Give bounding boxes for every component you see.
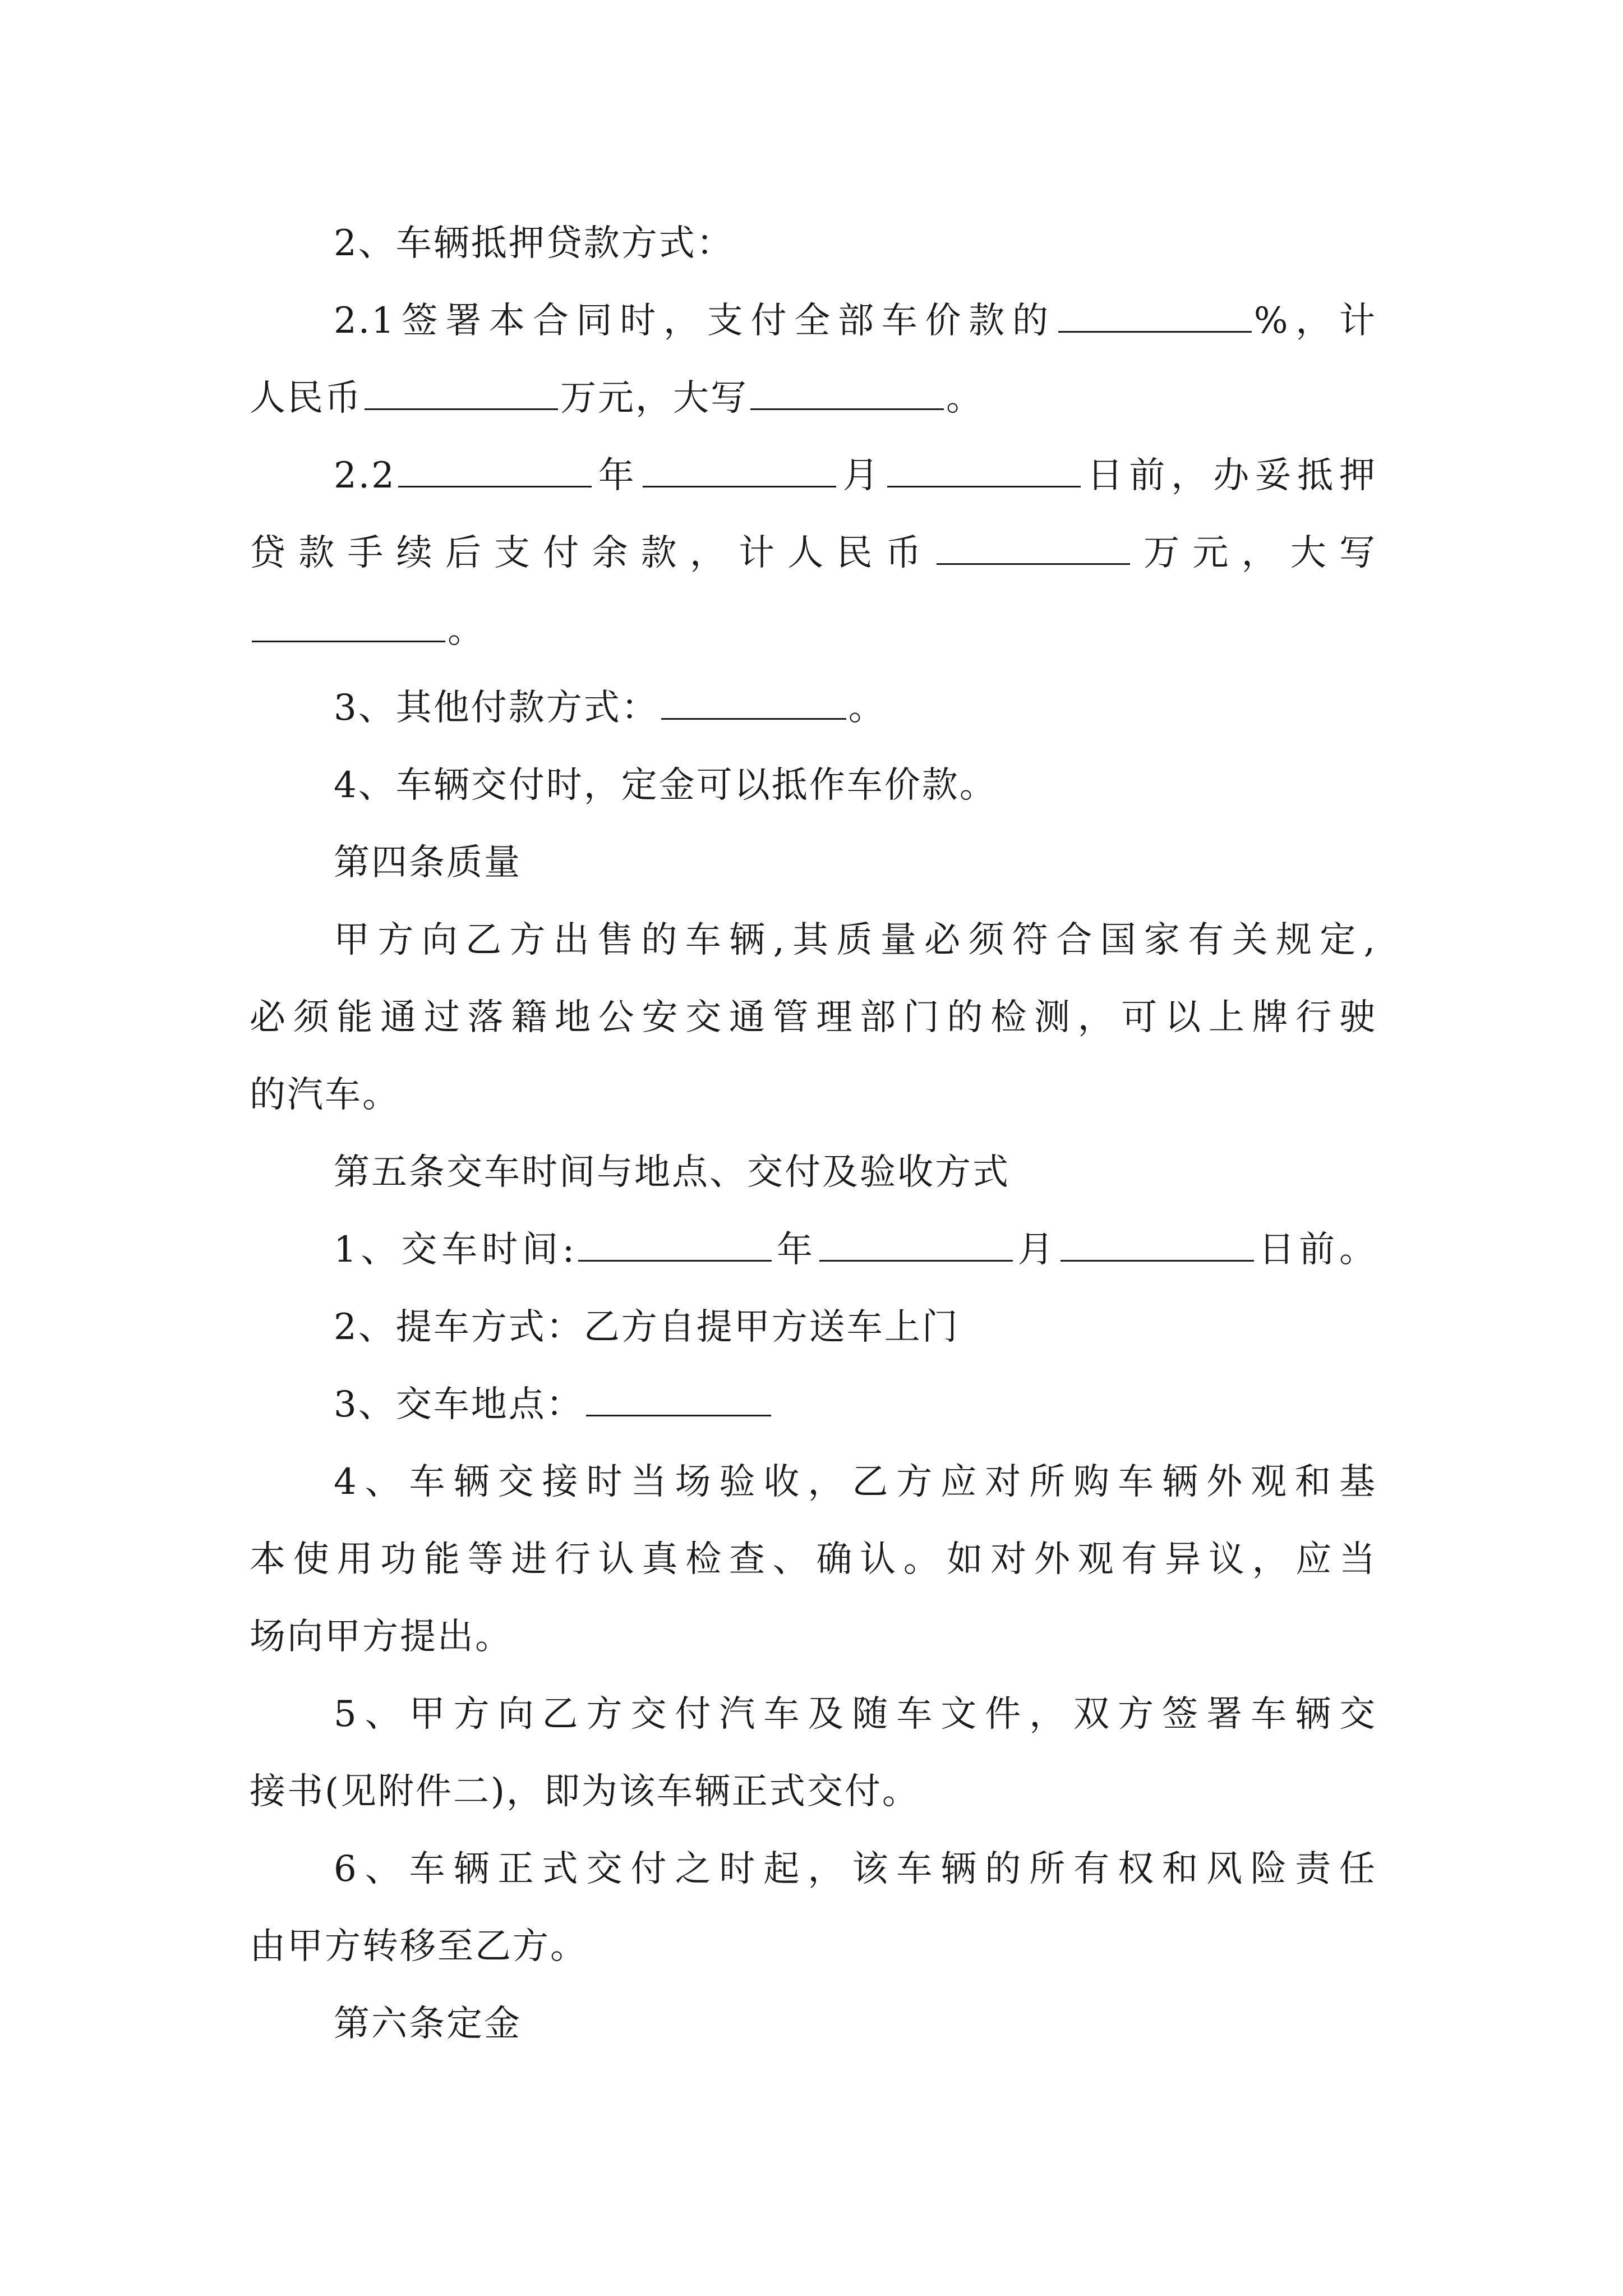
paragraph-inspection-line3	[250, 1598, 1377, 1676]
text: 2.2	[334, 455, 396, 496]
text: 年	[774, 1229, 817, 1271]
paragraph-pickup-method	[250, 1289, 1377, 1366]
text: 必须能通过落籍地公安交通管理部门的检测，可以上牌行驶	[250, 997, 1377, 1038]
paragraph-2-2-line2	[250, 514, 1377, 592]
text: 3、其他付款方式：	[334, 687, 659, 729]
text: 月	[838, 455, 885, 496]
text: 第六条定金	[334, 2003, 522, 2045]
paragraph-handover-line1	[250, 1676, 1377, 1753]
paragraph-ownership-line1	[250, 1830, 1377, 1908]
fill-blank	[661, 684, 846, 720]
fill-blank	[750, 375, 944, 410]
fill-blank	[365, 375, 558, 410]
paragraph-quality-line2	[250, 979, 1377, 1056]
text: 6、车辆正式交付之时起，该车辆的所有权和风险责任	[334, 1848, 1377, 1890]
text: 3、交车地点：	[334, 1384, 584, 1425]
text: 第五条交车时间与地点、交付及验收方式	[334, 1152, 1010, 1193]
section-heading-quality	[250, 824, 1377, 901]
text: 2、提车方式：乙方自提甲方送车上门	[334, 1306, 960, 1348]
text: 年	[593, 455, 640, 496]
paragraph-deposit-offset	[250, 747, 1377, 824]
paragraph-2-2-line3	[250, 592, 1377, 669]
section-heading-deposit	[250, 1985, 1377, 2063]
fill-blank	[398, 452, 592, 487]
fill-blank	[252, 607, 445, 642]
fill-blank	[643, 452, 836, 487]
text: 。	[448, 610, 485, 651]
text: 。	[848, 687, 886, 729]
fill-blank	[1058, 297, 1252, 333]
document-page	[250, 205, 1377, 2063]
text: 日前。	[1256, 1229, 1377, 1271]
text: 贷款手续后支付余款，计人民币	[250, 532, 934, 574]
text: 月	[1015, 1229, 1058, 1271]
text: 5、甲方向乙方交付汽车及随车文件，双方签署车辆交	[334, 1694, 1377, 1735]
fill-blank	[586, 1381, 771, 1416]
fill-blank	[578, 1226, 772, 1262]
text: 人民币	[250, 378, 362, 419]
paragraph-ownership-line2	[250, 1908, 1377, 1985]
fill-blank	[887, 452, 1081, 487]
paragraph-inspection-line1	[250, 1443, 1377, 1521]
paragraph-handover-line2	[250, 1753, 1377, 1830]
text: %，计	[1253, 300, 1377, 342]
text: 2、车辆抵押贷款方式：	[334, 223, 734, 264]
paragraph-delivery-location	[250, 1366, 1377, 1443]
fill-blank	[819, 1226, 1013, 1262]
text: 万元，大写	[560, 378, 748, 419]
text: 4、车辆交接时当场验收，乙方应对所购车辆外观和基	[334, 1461, 1377, 1503]
text: 第四条质量	[334, 842, 522, 884]
paragraph-2-1-line1	[250, 282, 1377, 360]
text: 由甲方转移至乙方。	[250, 1926, 588, 1967]
text: 2.1签署本合同时，支付全部车价款的	[334, 300, 1056, 342]
text: 的汽车。	[250, 1074, 400, 1116]
fill-blank	[937, 530, 1130, 565]
text: 日前，办妥抵押	[1082, 455, 1377, 496]
paragraph-delivery-time	[250, 1211, 1377, 1289]
paragraph-quality-line1	[250, 901, 1377, 979]
section-heading-delivery	[250, 1134, 1377, 1211]
text: 本使用功能等进行认真检查、确认。如对外观有异议，应当	[250, 1539, 1377, 1580]
paragraph-2-2-line1	[250, 437, 1377, 514]
paragraph-loan-method	[250, 205, 1377, 282]
text: 1、交车时间:	[334, 1229, 577, 1271]
paragraph-inspection-line2	[250, 1521, 1377, 1598]
text: 场向甲方提出。	[250, 1616, 513, 1658]
text: 甲方向乙方出售的车辆,其质量必须符合国家有关规定,	[334, 919, 1377, 961]
text: 。	[946, 378, 984, 419]
text: 4、车辆交付时，定金可以抵作车价款。	[334, 765, 997, 806]
paragraph-2-1-line2	[250, 360, 1377, 437]
text: 接书(见附件二)，即为该车辆正式交付。	[250, 1771, 920, 1812]
text: 万元，大写	[1132, 532, 1377, 574]
fill-blank	[1061, 1226, 1254, 1262]
paragraph-other-payment	[250, 669, 1377, 747]
paragraph-quality-line3	[250, 1056, 1377, 1134]
